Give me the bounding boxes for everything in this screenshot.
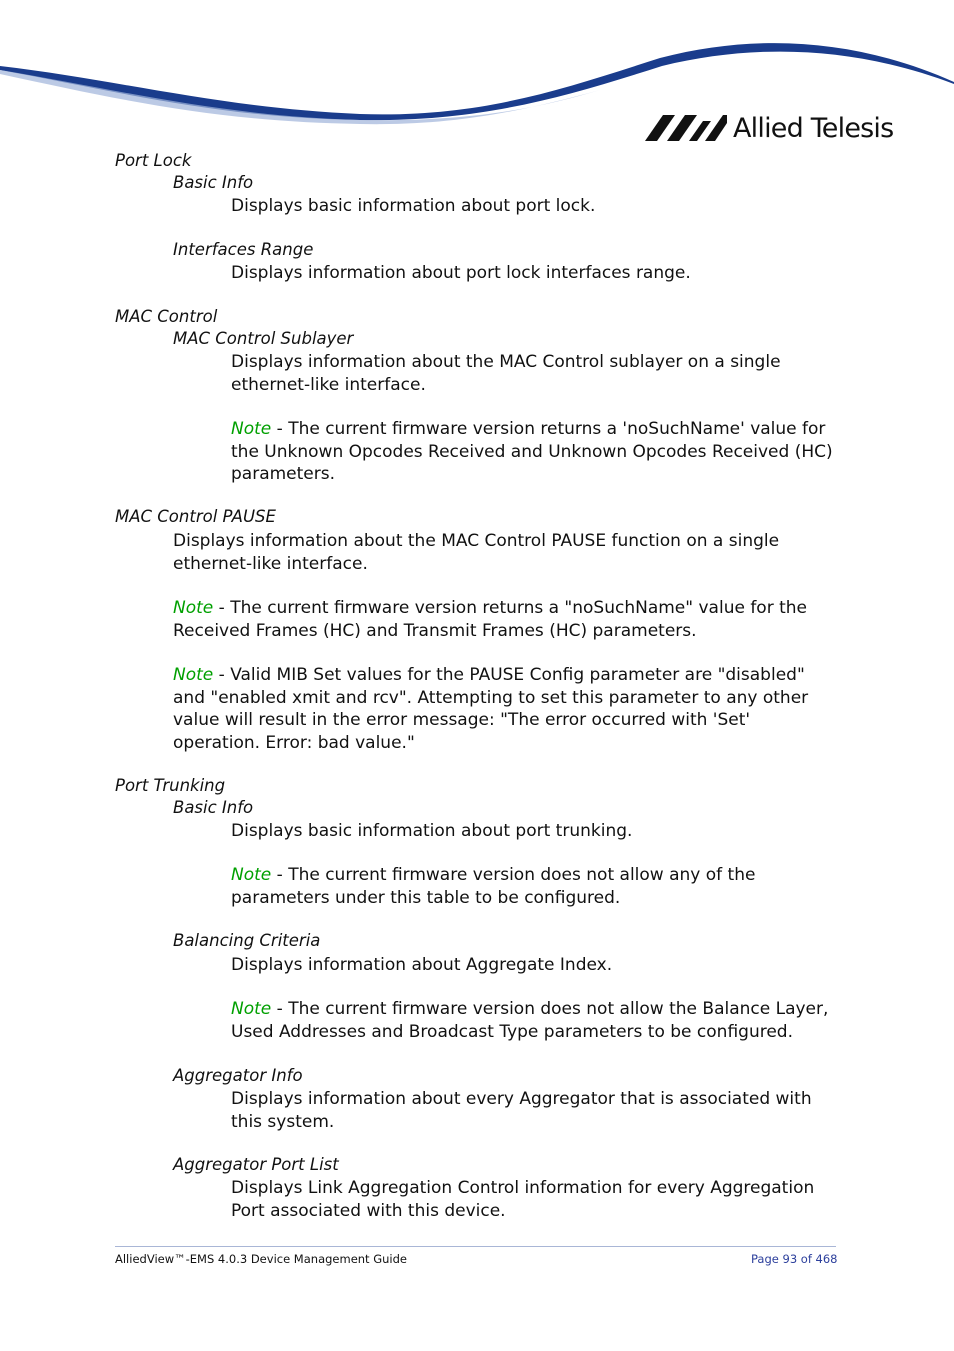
note-paragraph — [231, 864, 836, 909]
subsection-title-mac-control-sublayer: MAC Control Sublayer — [173, 329, 354, 348]
description-text: Displays basic information about port lock. — [231, 196, 596, 216]
subsection-title-interfaces-range: Interfaces Range — [173, 240, 314, 259]
subsection-title-aggregator-info: Aggregator Info — [173, 1066, 303, 1085]
note-text: - The current firmware version returns a "noSuchName" value for the Received Frames (HC) and Transmit Frames (HC) parameters. — [173, 598, 808, 641]
footer-divider — [115, 1246, 836, 1247]
note-text: - The current firmware version does not allow any of the parameters under this table to be configured. — [231, 865, 756, 908]
description-text: Displays information about port lock interfaces range. — [231, 263, 691, 283]
note-paragraph — [173, 664, 833, 754]
description-text: Displays Link Aggregation Control information for every Aggregation Port associated with this device. — [231, 1178, 815, 1221]
description-text: Displays information about the MAC Control PAUSE function on a single ethernet-like interface. — [173, 531, 780, 574]
note-text: - The current firmware version does not allow the Balance Layer, Used Addresses and Broadcast Type parameters to be configured. — [231, 999, 829, 1042]
note-label: Note — [173, 665, 214, 685]
footer-page-number: Page 93 of 468 — [751, 1252, 838, 1266]
note-label: Note — [231, 865, 272, 885]
subsection-title-basic-info: Basic Info — [173, 798, 254, 817]
description-text: Displays basic information about port trunking. — [231, 821, 633, 841]
description-text: Displays information about every Aggregator that is associated with this system. — [231, 1089, 812, 1132]
description-text: Displays information about the MAC Control sublayer on a single ethernet-like interface. — [231, 352, 781, 395]
section-title-mac-control-pause: MAC Control PAUSE — [115, 507, 276, 526]
subsection-title-balancing-criteria: Balancing Criteria — [173, 931, 321, 950]
note-label: Note — [231, 419, 272, 439]
note-label: Note — [173, 598, 214, 618]
note-paragraph — [231, 418, 836, 486]
footer-document-title: AlliedView™-EMS 4.0.3 Device Management Guide — [115, 1252, 407, 1266]
section-title-mac-control: MAC Control — [115, 307, 218, 326]
subsection-title-basic-info: Basic Info — [173, 173, 254, 192]
description-text: Displays information about Aggregate Index. — [231, 955, 613, 975]
brand-name: Allied Telesis — [733, 112, 894, 144]
note-text: - Valid MIB Set values for the PAUSE Config parameter are "disabled" and "enabled xmit and rcv". Attempting to set this parameter to any other value will result in the error message: "The error occurred with 'Set' operation. Error: bad value." — [173, 665, 809, 753]
note-label: Note — [231, 999, 272, 1019]
section-title-port-trunking: Port Trunking — [115, 776, 226, 795]
allied-telesis-logo — [645, 108, 893, 148]
allied-telesis-logo-mark-icon — [645, 115, 727, 141]
section-title-port-lock: Port Lock — [115, 151, 192, 170]
note-text: - The current firmware version returns a 'noSuchName' value for the Unknown Opcodes Received and Unknown Opcodes Received (HC) parameters. — [231, 419, 833, 484]
note-paragraph — [173, 597, 833, 642]
subsection-title-aggregator-port-list: Aggregator Port List — [173, 1155, 339, 1174]
note-paragraph — [231, 998, 836, 1043]
